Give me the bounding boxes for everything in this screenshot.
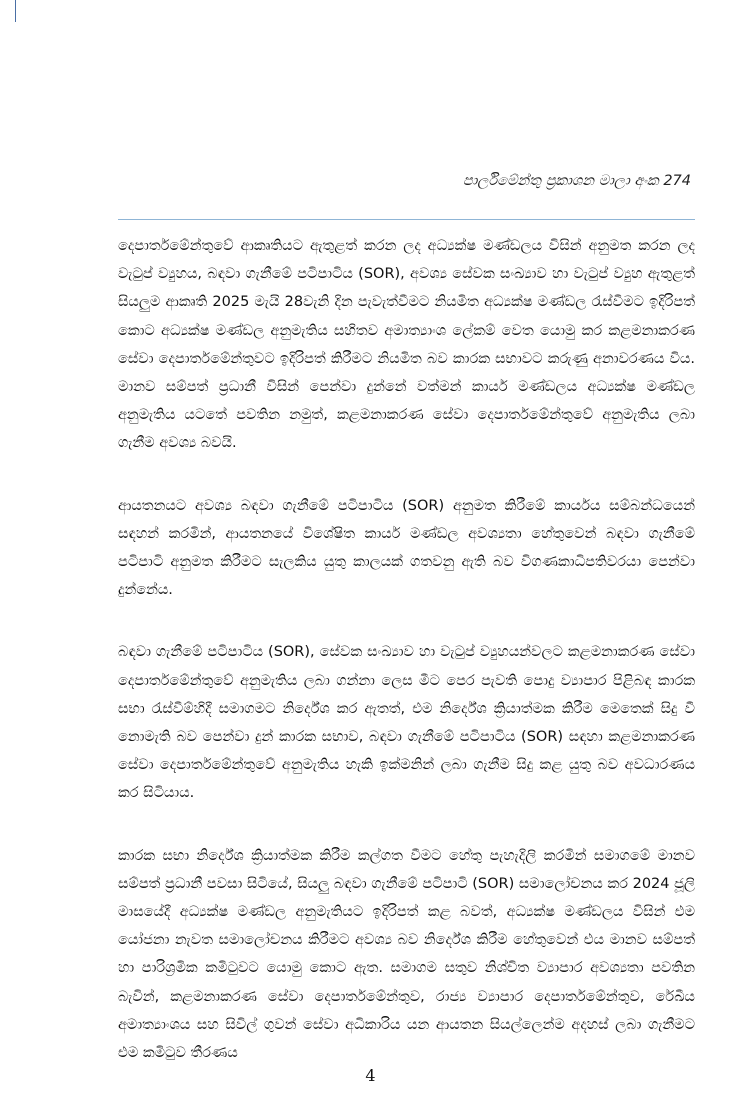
- paragraph-1: දෙපාර්තමේන්තුවේ ආකෘතියට ඇතුළත් කරන ලද අධ්‍යක්ෂ මණ්ඩලය විසින් අනුමත කරන ලද වැටුප් ව්‍යුහය, බඳවා ගැනීමේ පටිපාටිය (SOR), අවශ්‍ය සේවක සංඛ්‍යාව හා වැටුප් ව්‍යුහ ඇතුළත් සියලුම ආකෘති 2025 මැයි 28වැනි දින පැවැත්වීමට නියමිත අධ්‍යක්ෂ මණ්ඩල රැස්වීමට ඉදිරිපත් කොට අධ්‍යක්ෂ මණ්ඩල අනුමැතිය සහිතව අමාත්‍යාංශ ලේකම් වෙත යොමු කර කළමනාකරණ සේවා දෙපාර්තමේන්තුවට ඉදිරිපත් කිරීමට නියමිත බව කාරක සභාවට කරුණු අනාවරණය විය. මානව සම්පත් ප්‍රධානී විසින් පෙන්වා දුන්නේ වත්මන් කාර්ය මණ්ඩලය අධ්‍යක්ෂ මණ්ඩල අනුමැතිය යටතේ පවතින නමුත්, කළමනාකරණ සේවා දෙපාර්තමේන්තුවේ අනුමැතිය ලබා ගැනීම අවශ්‍ය බවයි.: [118, 238, 695, 452]
- page-number: 4: [365, 1066, 376, 1085]
- header-divider: [118, 219, 695, 220]
- page-body: [118, 232, 695, 1067]
- paragraph-3: බඳවා ගැනීමේ පටිපාටිය (SOR), සේවක සංඛ්‍යාව හා වැටුප් ව්‍යුහයන්වලට කළමනාකරණ සේවා දෙපාර්තමේන්තුවේ අනුමැතිය ලබා ගන්නා ලෙස මීට පෙර පැවති පොදු ව්‍යාපාර පිළිබඳ කාරක සභා රැස්වීම්හිදී සමාගමට නිර්දේශ කර ඇතත්, එම නිර්දේශ ක්‍රියාත්මක කිරීම මෙතෙක් සිදු වී නොමැති බව පෙන්වා දුන් කාරක සභාව, බඳවා ගැනීමේ පටිපාටිය (SOR) සඳහා කළමනාකරණ සේවා දෙපාර්තමේන්තුවේ අනුමැතිය හැකි ඉක්මනින් ලබා ගැනීම සිදු කළ යුතු බව අවධාරණය කර සිටියාය.: [118, 644, 695, 802]
- running-header: පාර්ලිමේන්තු ප්‍රකාශන මාලා අංක 274: [462, 173, 691, 189]
- paragraph-2: ආයතනයට අවශ්‍ය බඳවා ගැනීමේ පටිපාටිය (SOR) අනුමත කිරීමේ කාර්යය සම්බන්ධයෙන් සඳහන් කරමින්, ආයතනයේ විශේෂිත කාර්ය මණ්ඩල අවශ්‍යතා හේතුවෙන් බඳවා ගැනීමේ පටිපාටි අනුමත කිරීමට සැලකිය යුතු කාලයක් ගතවනු ඇති බව විගණකාධිපතිවරයා පෙන්වා දුන්නේය.: [118, 497, 695, 599]
- paragraph-4: කාරක සභා නිර්දේශ ක්‍රියාත්මක කිරීම කල්ගත වීමට හේතු පැහැදිලි කරමින් සමාගමේ මානව සම්පත් ප්‍රධානී පවසා සිටියේ, සියලු බඳවා ගැනීමේ පටිපාටි (SOR) සමාලෝචනය කර 2024 ජූලි මාසයේදී අධ්‍යක්ෂ මණ්ඩල අනුමැතියට ඉදිරිපත් කළ බවත්, අධ්‍යක්ෂ මණ්ඩලය විසින් එම යෝජනා නැවත සමාලෝචනය කිරීමට අවශ්‍ය බව නිර්දේශ කිරීම හේතුවෙන් එය මානව සම්පත් හා පාරිශ්‍රමික කමිටුවට යොමු කොට ඇත. සමාගම සතුව නිශ්චිත ව්‍යාපාර අවශ්‍යතා පවතින බැවින්, කළමනාකරණ සේවා දෙපාර්තමේන්තුව, රාජ්‍ය ව්‍යාපාර දෙපාර්තමේන්තුව, රේඛීය අමාත්‍යාංශය සහ සිවිල් ගුවන් සේවා අධිකාරිය යන ආයතන සියල්ලෙන්ම අදහස් ලබා ගැනීමට එම කමිටුව තීරණය: [118, 847, 695, 1062]
- page-corner-mark: [0, 0, 16, 22]
